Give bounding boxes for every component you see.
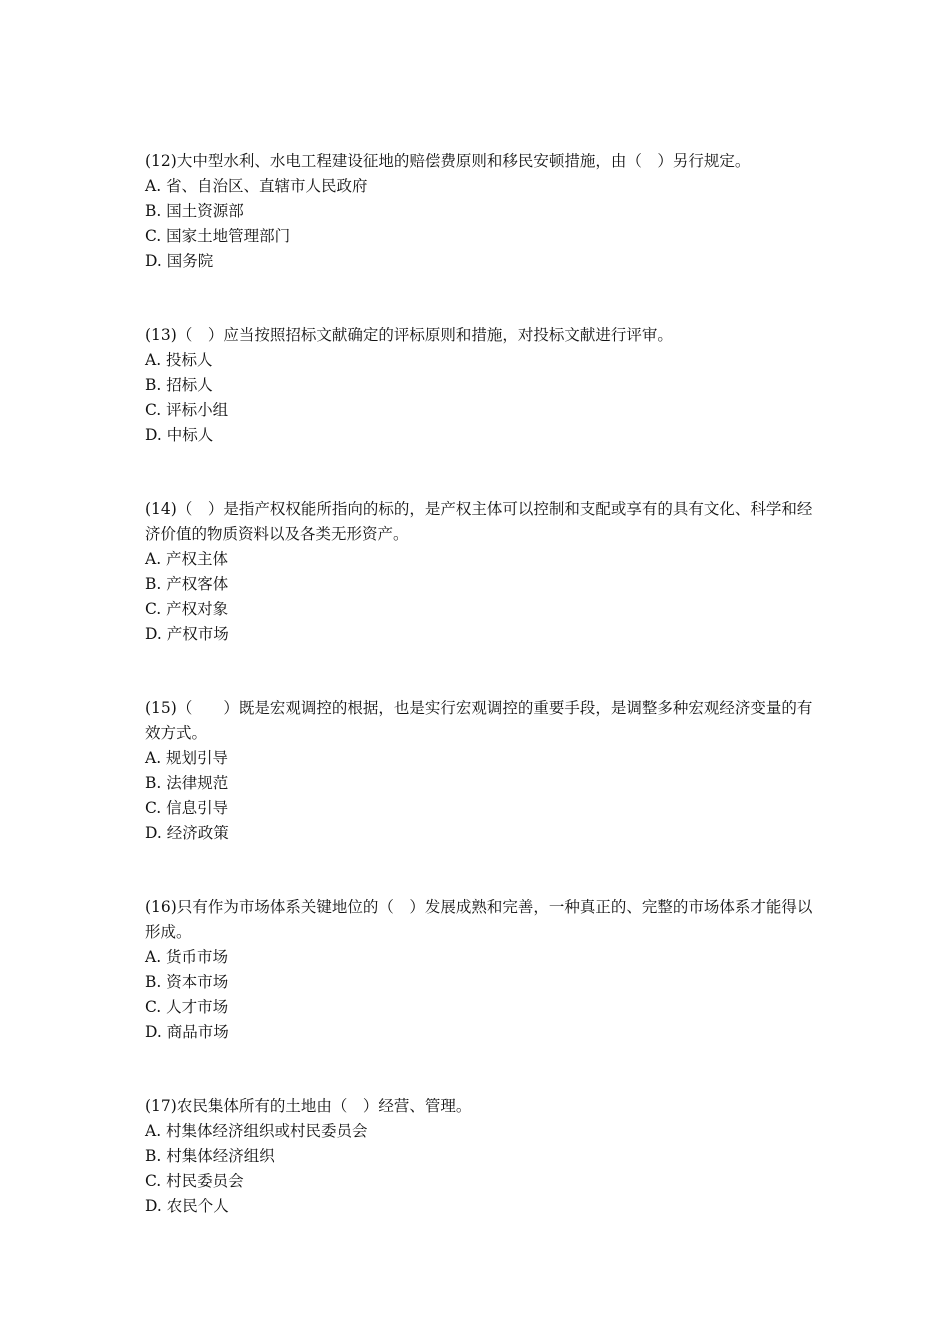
option-a: A. 产权主体 [145, 550, 229, 568]
option-b: B. 国土资源部 [145, 202, 244, 220]
option-c: C. 国家土地管理部门 [145, 227, 291, 245]
option-c: C. 信息引导 [145, 799, 229, 817]
option-b: B. 产权客体 [145, 575, 229, 593]
option-d: D. 经济政策 [145, 824, 229, 842]
option-a: A. 投标人 [145, 351, 213, 369]
option-a: A. 规划引导 [145, 749, 229, 767]
question-stem: (16)只有作为市场体系关键地位的（ ）发展成熟和完善，一种真正的、完整的市场体系才能得以形成。 [145, 898, 813, 941]
option-b: B. 法律规范 [145, 774, 229, 792]
question-stem: (13)（ ）应当按照招标文献确定的评标原则和措施，对投标文献进行评审。 [145, 326, 673, 344]
option-d: D. 中标人 [145, 426, 214, 444]
option-b: B. 村集体经济组织 [145, 1147, 275, 1165]
question-15 [145, 696, 815, 846]
question-14 [145, 497, 815, 647]
option-b: B. 资本市场 [145, 973, 229, 991]
option-c: C. 评标小组 [145, 401, 229, 419]
option-c: C. 人才市场 [145, 998, 229, 1016]
question-16 [145, 895, 815, 1045]
option-a: A. 省、自治区、直辖市人民政府 [145, 177, 368, 195]
question-stem: (15)（ ）既是宏观调控的根据，也是实行宏观调控的重要手段，是调整多种宏观经济变量的有效方式。 [145, 699, 813, 742]
option-a: A. 村集体经济组织或村民委员会 [145, 1122, 368, 1140]
option-c: C. 村民委员会 [145, 1172, 244, 1190]
question-stem: (17)农民集体所有的土地由（ ）经营、管理。 [145, 1097, 472, 1115]
option-a: A. 货币市场 [145, 948, 229, 966]
question-12 [145, 149, 815, 274]
question-13 [145, 323, 815, 448]
option-d: D. 产权市场 [145, 625, 229, 643]
question-stem: (12)大中型水利、水电工程建设征地的赔偿费原则和移民安顿措施，由（ ）另行规定。 [145, 152, 751, 170]
option-d: D. 商品市场 [145, 1023, 229, 1041]
option-d: D. 国务院 [145, 252, 214, 270]
option-d: D. 农民个人 [145, 1197, 229, 1215]
option-c: C. 产权对象 [145, 600, 229, 618]
option-b: B. 招标人 [145, 376, 213, 394]
question-stem: (14)（ ）是指产权权能所指向的标的，是产权主体可以控制和支配或享有的具有文化、科学和经济价值的物质资料以及各类无形资产。 [145, 500, 813, 543]
question-17 [145, 1094, 815, 1219]
